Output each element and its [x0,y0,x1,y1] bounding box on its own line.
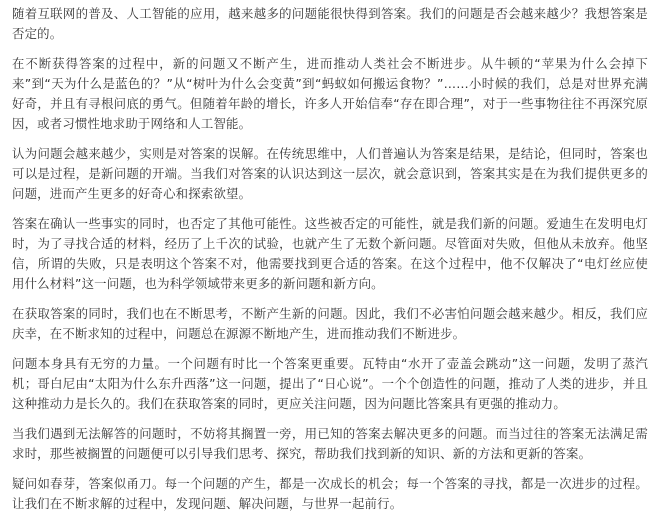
paragraph-3: 认为问题会越来越少，实则是对答案的误解。在传统思维中，人们普遍认为答案是结果，是结论，但同时，答案也可以是过程，是新问题的开端。当我们对答案的认识达到这一层次，就会意识到，答案其实是在为我们提供更多的问题，进而产生更多的好奇心和探索欲望。 [12,146,648,201]
paragraph-1: 随着互联网的普及、人工智能的应用，越来越多的问题能很快得到答案。我们的问题是否会越来越少？我想答案是否定的。 [12,6,648,41]
paragraph-6: 问题本身具有无穷的力量。一个问题有时比一个答案更重要。瓦特由“水开了壶盖会跳动”这一问题，发明了蒸汽机；哥白尼由“太阳为什么东升西落”这一问题，提出了“日心说”。一个个创造性的问题，推动了人类的进步，并且这种推动力是长久的。我们在获取答案的同时，更应关注问题，因为问题比答案具有更强的推动力。 [12,356,648,411]
paragraph-5: 在获取答案的同时，我们也在不断思考，不断产生新的问题。因此，我们不必害怕问题会越来越少。相反，我们应庆幸，在不断求知的过程中，问题总在源源不断地产生，进而推动我们不断进步。 [12,306,648,341]
paragraph-8: 疑问如春芽，答案似甬刀。每一个问题的产生，都是一次成长的机会；每一个答案的寻找，都是一次进步的过程。让我们在不断求解的过程中，发现问题、解决问题，与世界一起前行。 [12,476,648,511]
paragraph-2: 在不断获得答案的过程中，新的问题又不断产生，进而推动人类社会不断进步。从牛顿的“苹果为什么会掉下来”到“天为什么是蓝色的？”从“树叶为什么会变黄”到“蚂蚁如何搬运食物？”……小时候的我们，总是对世界充满好奇，并且有寻根问底的勇气。但随着年龄的增长，许多人开始信奉“存在即合理”，对于一些事物往往不再深究原因，或者习惯性地求助于网络和人工智能。 [12,56,648,131]
paragraph-7: 当我们遇到无法解答的问题时，不妨将其搁置一旁，用已知的答案去解决更多的问题。而当过往的答案无法满足需求时，那些被搁置的问题便可以引导我们思考、探究，帮助我们找到新的知识、新的方法和更新的答案。 [12,426,648,461]
paragraph-4: 答案在确认一些事实的同时，也否定了其他可能性。这些被否定的可能性，就是我们新的问题。爱迪生在发明电灯时，为了寻找合适的材料，经历了上千次的试验，也就产生了无数个新问题。尽管面对失败，但他从未放弃。他坚信，所谓的失败，只是表明这个答案不对，他需要找到更合适的答案。在这个过程中，他不仅解决了“电灯丝应使用什么材料”这一问题，也为科学领域带来更多的新问题和新方向。 [12,216,648,291]
